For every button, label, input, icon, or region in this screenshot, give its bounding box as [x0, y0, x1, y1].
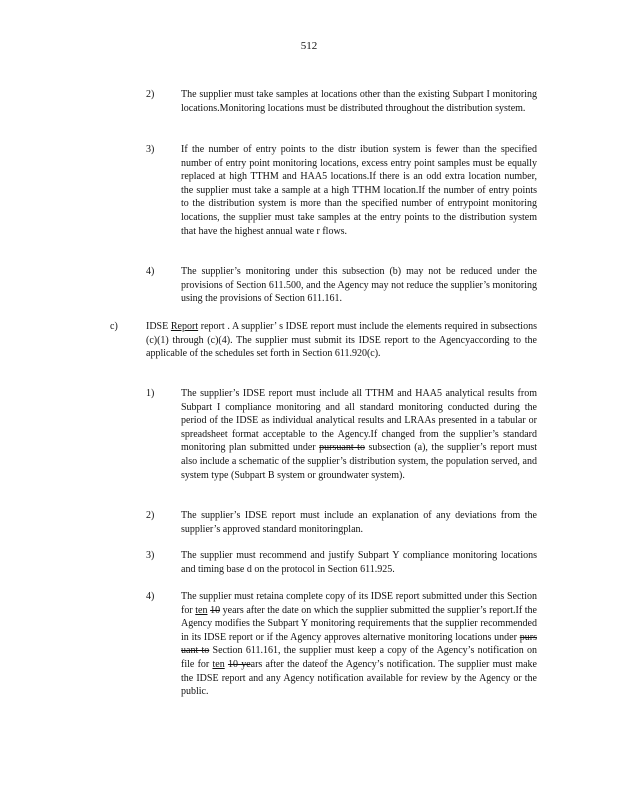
deleted-text: purs uant to [181, 631, 537, 657]
list-item-text: The supplier must retaina complete copy of its IDSE report submitted under this Section for ten 10 years after the date on which the supplier submitted the supplier’s report.If the Agency modifies the Subpart Y monitoring requirements that the supplier recommended in its IDSE report or if the Agency approves alternative monitoring locations under purs uant to Section 611.161, the supplier must keep a copy of the Agency’s notification on file for ten 10 years after the dateof the Agency’s notification. The supplier must make the IDSE report and any Agency notification available for review by the Agency or the public. [181, 591, 538, 698]
inserted-text: ten [195, 604, 208, 616]
inserted-text: ten [212, 658, 225, 670]
list-item-text: The supplier’s IDSE report must include all TTHM and HAA5 analytical results from Subpart I compliance monitoring and all standard monitoring conducted during the period of the IDSE as individual analytical results and LRAAs presented in a tabular or spreadsheet format acceptable to the Agency.If changed from the supplier’s standard monitoring plan submitted under pursuant to subsection (a), the supplier’s report must also include a schematic of the supplier’s distribution system, the population served, and system type (Subpart B system or groundwater system). [181, 388, 537, 481]
deleted-text: 10 [210, 604, 221, 616]
section-text: IDSE Report report . A supplier’ s IDSE report must include the elements required in subsections (c)(1) through (c)(4). The supplier must submit its IDSE report to the Agencyaccording to the applicable of the schedules set forth in Section 611.920(c). [146, 321, 537, 360]
section-label: c) [110, 321, 118, 332]
list-item-label: 1) [146, 388, 155, 399]
list-item-label: 2) [146, 89, 155, 100]
list-item-text: If the number of entry points to the distr ibution system is fewer than the specified number of entry point monitoring locations, excess entry point samples must be equally replaced at high TTHM and HAA5 locations.If there is an odd extra location number, the supplier must take a sample at a high TTHM location.If the number of entry points to the distribution system is more than the specified number of entrypoint monitoring locations, the supplier must take samples at the entry points to the distribution system that have the highest annual wate r flows. [181, 144, 537, 237]
deleted-text: 10 ye [227, 658, 251, 670]
list-item-label: 4) [146, 266, 155, 277]
list-item-text: The supplier’s monitoring under this subsection (b) may not be reduced under the provisions of Section 611.500, and the Agency may not reduce the supplier’s monitoring using the provisions of Section 611.161. [181, 266, 537, 305]
list-item-label: 4) [146, 591, 155, 602]
page-number: 512 [300, 40, 318, 52]
inserted-text: Report [170, 321, 199, 332]
list-item-label: 3) [146, 550, 155, 561]
list-item-label: 2) [146, 510, 155, 521]
list-item-text: The supplier must take samples at locations other than the existing Subpart I monitoring locations.Monitoring locations must be distributed throughout the distribution system. [181, 89, 537, 114]
deleted-text: pursuant to [319, 442, 365, 454]
list-item-label: 3) [146, 144, 155, 155]
list-item-text: The supplier’s IDSE report must include an explanation of any deviations from the supplier’s approved standard monitoringplan. [181, 510, 537, 535]
list-item-text: The supplier must recommend and justify Subpart Y compliance monitoring locations and timing base d on the protocol in Section 611.925. [181, 550, 537, 575]
